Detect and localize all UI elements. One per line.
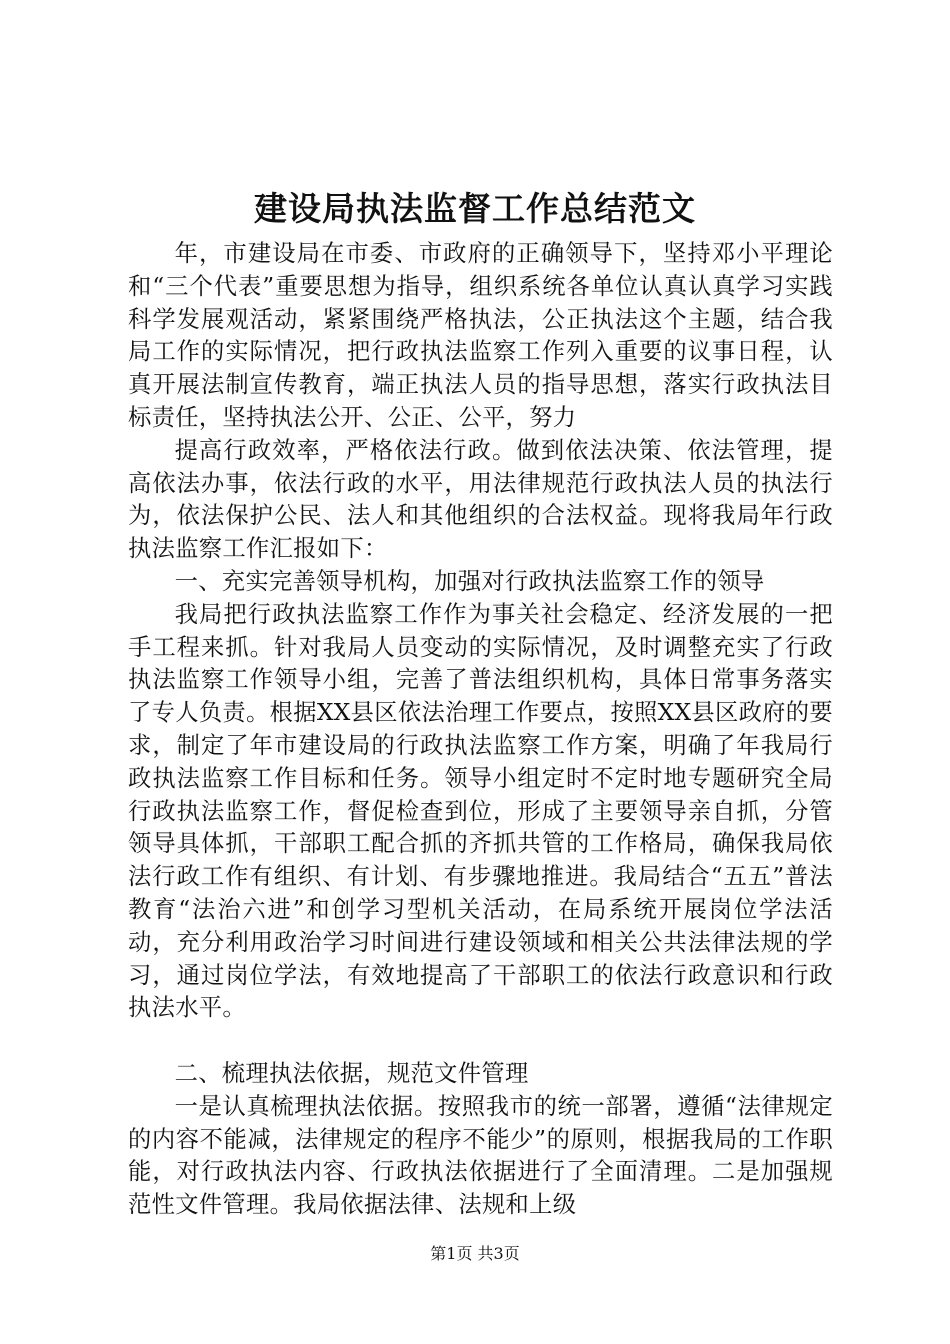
document-body [128,238,833,1222]
section-heading-2: 二、梳理执法依据，规范文件管理 [174,1059,529,1087]
paragraph-intro-continued: 提高行政效率，严格依法行政。做到依法决策、依法管理，提高依法办事，依法行政的水平，用法律规范行政执法人员的执法行为，依法保护公民、法人和其他组织的合法权益。现将我局年行政执法监察工作汇报如下： [128,436,833,563]
page-footer: 第1页 共3页 [430,1244,520,1263]
paragraph-intro: 年，市建设局在市委、市政府的正确领导下，坚持邓小平理论和“三个代表”重要思想为指导，组织系统各单位认真认真学习实践科学发展观活动，紧紧围绕严格执法，公正执法这个主题，结合我局工作的实际情况，把行政执法监察工作列入重要的议事日程，认真开展法制宣传教育，端正执法人员的指导思想，落实行政执法目标责任，坚持执法公开、公正、公平，努力 [128,240,833,431]
document-title: 建设局执法监督工作总结范文 [254,189,696,228]
section-heading-1: 一、充实完善领导机构，加强对行政执法监察工作的领导 [174,567,765,595]
paragraph-section-1: 我局把行政执法监察工作作为事关社会稳定、经济发展的一把手工程来抓。针对我局人员变动的实际情况，及时调整充实了行政执法监察工作领导小组，完善了普法组织机构，具体日常事务落实了专人负责。根据XX县区依法治理工作要点，按照XX县区政府的要求，制定了年市建设局的行政执法监察工作方案，明确了年我局行政执法监察工作目标和任务。领导小组定时不定时地专题研究全局行政执法监察工作，督促检查到位，形成了主要领导亲自抓，分管领导具体抓，干部职工配合抓的齐抓共管的工作格局，确保我局依法行政工作有组织、有计划、有步骤地推进。我局结合“五五”普法教育“法治六进”和创学习型机关活动，在局系统开展岗位学法活动，充分利用政治学习时间进行建设领域和相关公共法律法规的学习，通过岗位学法，有效地提高了干部职工的依法行政意识和行政执法水平。 [128,600,833,1022]
paragraph-section-2: 一是认真梳理执法依据。按照我市的统一部署，遵循“法律规定的内容不能减，法律规定的程序不能少”的原则，根据我局的工作职能，对行政执法内容、行政执法依据进行了全面清理。二是加强规范性文件管理。我局依据法律、法规和上级 [128,1092,833,1219]
